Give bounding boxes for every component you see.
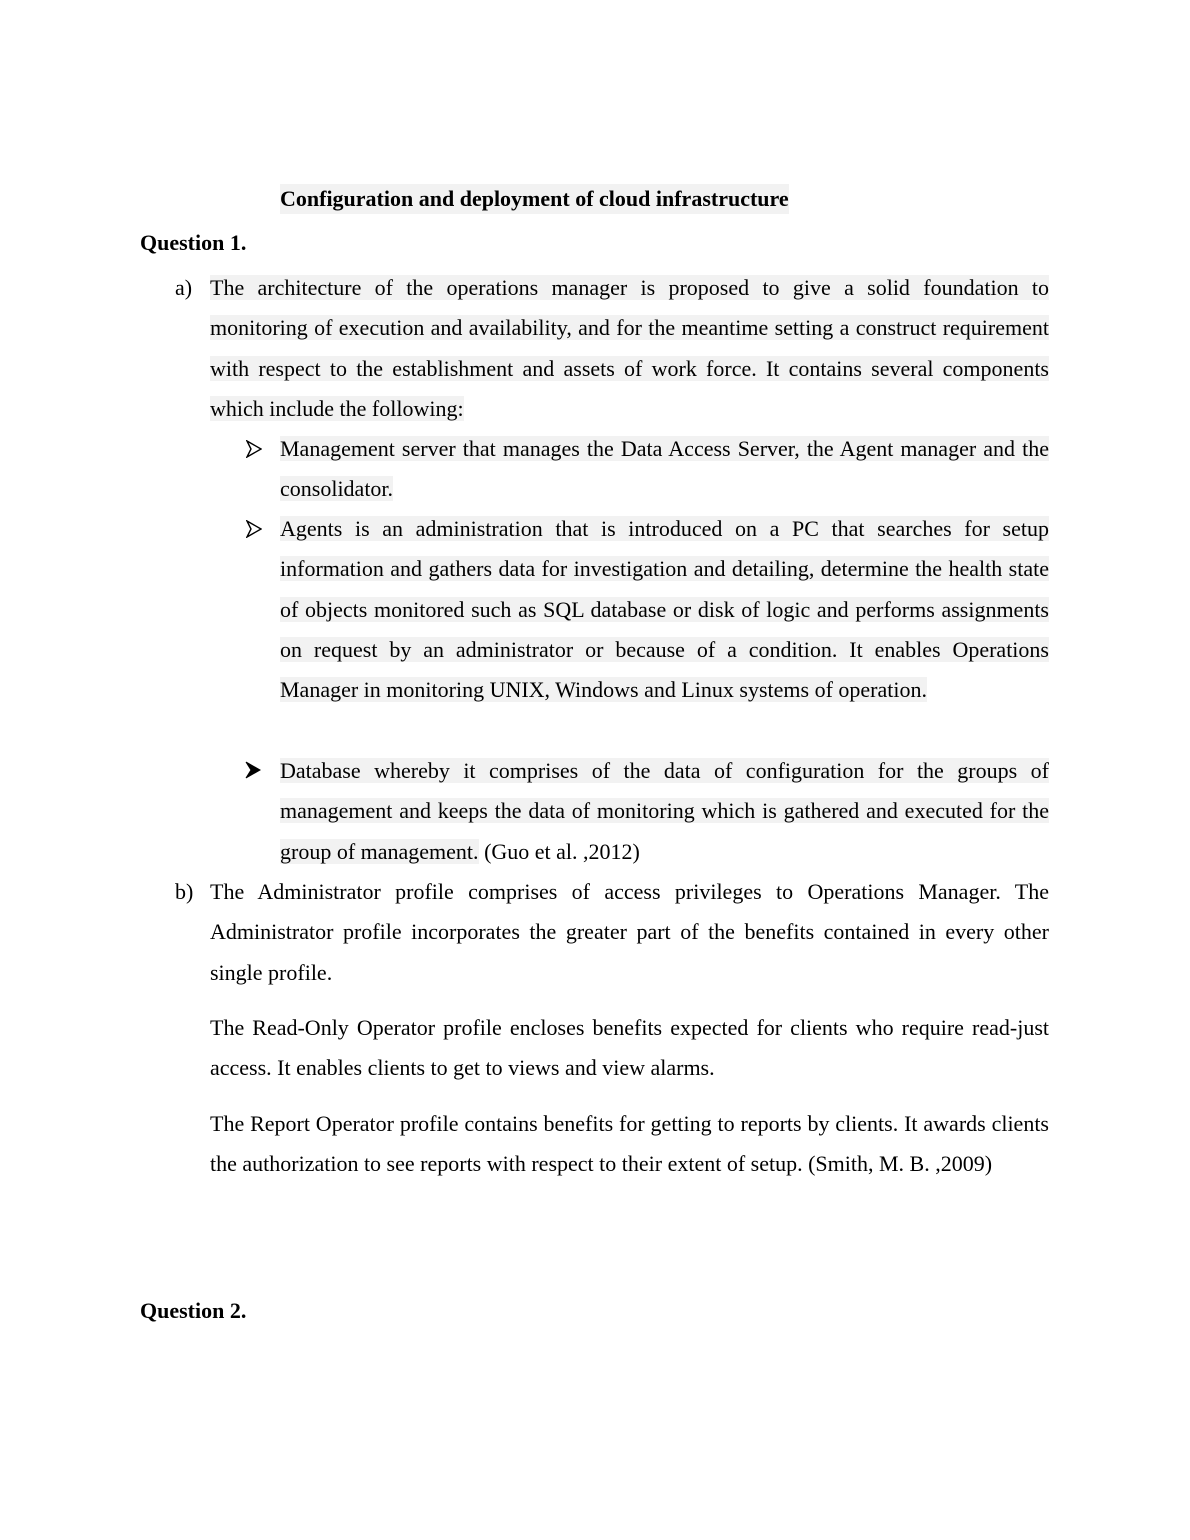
question-1-heading: Question 1. — [140, 230, 247, 255]
bullet-1-text: Management server that manages the Data Access Server, the Agent manager and the consolidator. — [280, 436, 1049, 502]
question-2-heading: Question 2. — [140, 1298, 247, 1323]
document-title: Configuration and deployment of cloud infrastructure — [280, 184, 789, 214]
bullet-2-text: Agents is an administration that is introduced on a PC that searches for setup information and gathers data for investigation and detailing, determine the health state of objects monitored such as SQL database or disk of logic and performs assignments on request by an administrator or because of a condition. It enables Operations Manager in monitoring UNIX, Windows and Linux systems of operation. — [280, 516, 1049, 703]
arrowhead-bullet-icon — [245, 761, 261, 779]
part-b-paragraph-read-only: The Read-Only Operator profile encloses benefits expected for clients who require read-just access. It enables clients to get to views and view alarms. — [210, 1015, 1049, 1081]
arrowhead-bullet-icon — [246, 440, 262, 458]
bullet-3-citation: (Guo et al. ,2012) — [478, 838, 640, 864]
bullet-3-text: Database whereby it comprises of the data of configuration for the groups of management and keeps the data of monitoring which is gathered and executed for the group of management. — [280, 758, 1049, 864]
part-b-paragraph-report-operator: The Report Operator profile contains benefits for getting to reports by clients. It awards clients the authorization to see reports with respect to their extent of setup. (Smith, M. B. ,2009) — [210, 1111, 1049, 1177]
part-a-marker: a) — [175, 275, 193, 300]
part-a-intro-text: The architecture of the operations manager is proposed to give a solid foundation to monitoring of execution and availability, and for the meantime setting a construct requirement with respect to the establishment and assets of work force. It contains several components which include the following: — [210, 275, 1049, 421]
part-b-marker: b) — [175, 879, 194, 904]
bullet-management-server — [280, 429, 1049, 510]
part-a-intro — [210, 268, 1049, 429]
bullet-database — [280, 751, 1049, 872]
bullet-agents — [280, 509, 1049, 710]
arrowhead-bullet-icon — [246, 520, 262, 538]
part-b-paragraph-administrator: The Administrator profile comprises of access privileges to Operations Manager. The Administrator profile incorporates the greater part of the benefits contained in every other single profile. — [210, 879, 1049, 985]
